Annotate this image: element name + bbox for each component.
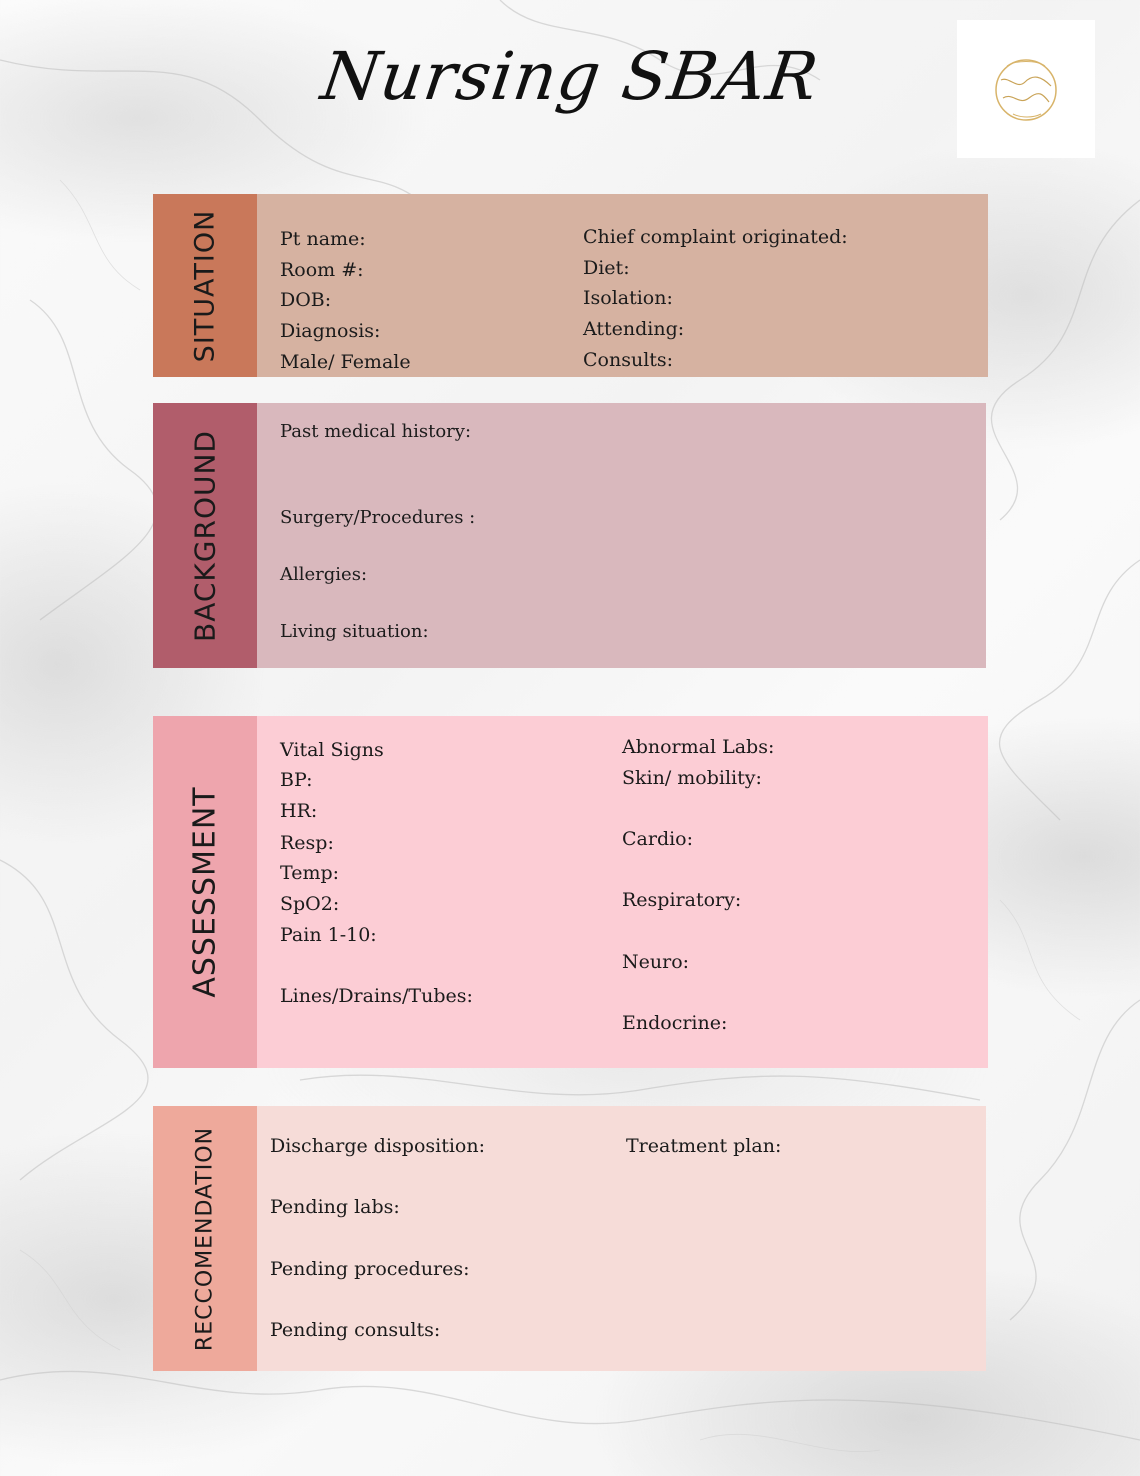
- field-discharge-disposition: Discharge disposition:: [270, 1135, 486, 1157]
- assessment-tab: [153, 716, 257, 1068]
- assessment-label: ASSESSMENT: [187, 786, 223, 998]
- recommendation-label: RECCOMENDATION: [192, 1126, 218, 1351]
- recommendation-section: [153, 1106, 986, 1371]
- field-hr: HR:: [280, 800, 318, 822]
- field-pain: Pain 1-10:: [280, 924, 377, 946]
- assessment-section: [153, 716, 988, 1068]
- field-attending: Attending:: [583, 318, 685, 340]
- field-vital-signs: Vital Signs: [280, 739, 384, 761]
- field-isolation: Isolation:: [583, 287, 673, 309]
- field-endocrine: Endocrine:: [622, 1012, 728, 1034]
- background-tab: [153, 403, 257, 668]
- field-respiratory: Respiratory:: [622, 889, 742, 911]
- field-neuro: Neuro:: [622, 951, 690, 973]
- recommendation-tab: [153, 1106, 257, 1371]
- field-pending-procedures: Pending procedures:: [270, 1258, 470, 1280]
- field-skin-mobility: Skin/ mobility:: [622, 767, 762, 789]
- background-body: [257, 403, 986, 668]
- field-dob: DOB:: [280, 289, 332, 311]
- page-title: Nursing SBAR: [316, 38, 824, 115]
- situation-tab: [153, 194, 257, 377]
- assessment-body: [257, 716, 988, 1068]
- recommendation-body: [257, 1106, 986, 1371]
- logo: [957, 20, 1095, 158]
- background-section: [153, 403, 986, 668]
- field-diet: Diet:: [583, 257, 630, 279]
- field-pt-name: Pt name:: [280, 228, 366, 250]
- field-treatment-plan: Treatment plan:: [626, 1135, 782, 1157]
- field-diagnosis: Diagnosis:: [280, 320, 381, 342]
- situation-body: [257, 194, 988, 377]
- field-lines-drains-tubes: Lines/Drains/Tubes:: [280, 985, 473, 1007]
- field-temp: Temp:: [280, 862, 340, 884]
- field-resp: Resp:: [280, 832, 334, 854]
- field-spo2: SpO2:: [280, 893, 340, 915]
- field-allergies: Allergies:: [280, 564, 368, 585]
- field-past-medical-history: Past medical history:: [280, 421, 472, 442]
- field-chief-complaint: Chief complaint originated:: [583, 226, 848, 248]
- field-room: Room #:: [280, 259, 364, 281]
- background-label: BACKGROUND: [188, 429, 222, 642]
- field-surgery-procedures: Surgery/Procedures :: [280, 507, 476, 528]
- situation-section: [153, 194, 988, 377]
- field-abnormal-labs: Abnormal Labs:: [622, 736, 775, 758]
- logo-emblem-icon: [957, 20, 1095, 158]
- field-bp: BP:: [280, 769, 313, 791]
- field-pending-labs: Pending labs:: [270, 1196, 400, 1218]
- field-living-situation: Living situation:: [280, 621, 429, 642]
- field-sex: Male/ Female: [280, 351, 411, 373]
- field-cardio: Cardio:: [622, 828, 694, 850]
- situation-label: SITUATION: [189, 209, 221, 362]
- field-consults: Consults:: [583, 349, 674, 371]
- field-pending-consults: Pending consults:: [270, 1319, 441, 1341]
